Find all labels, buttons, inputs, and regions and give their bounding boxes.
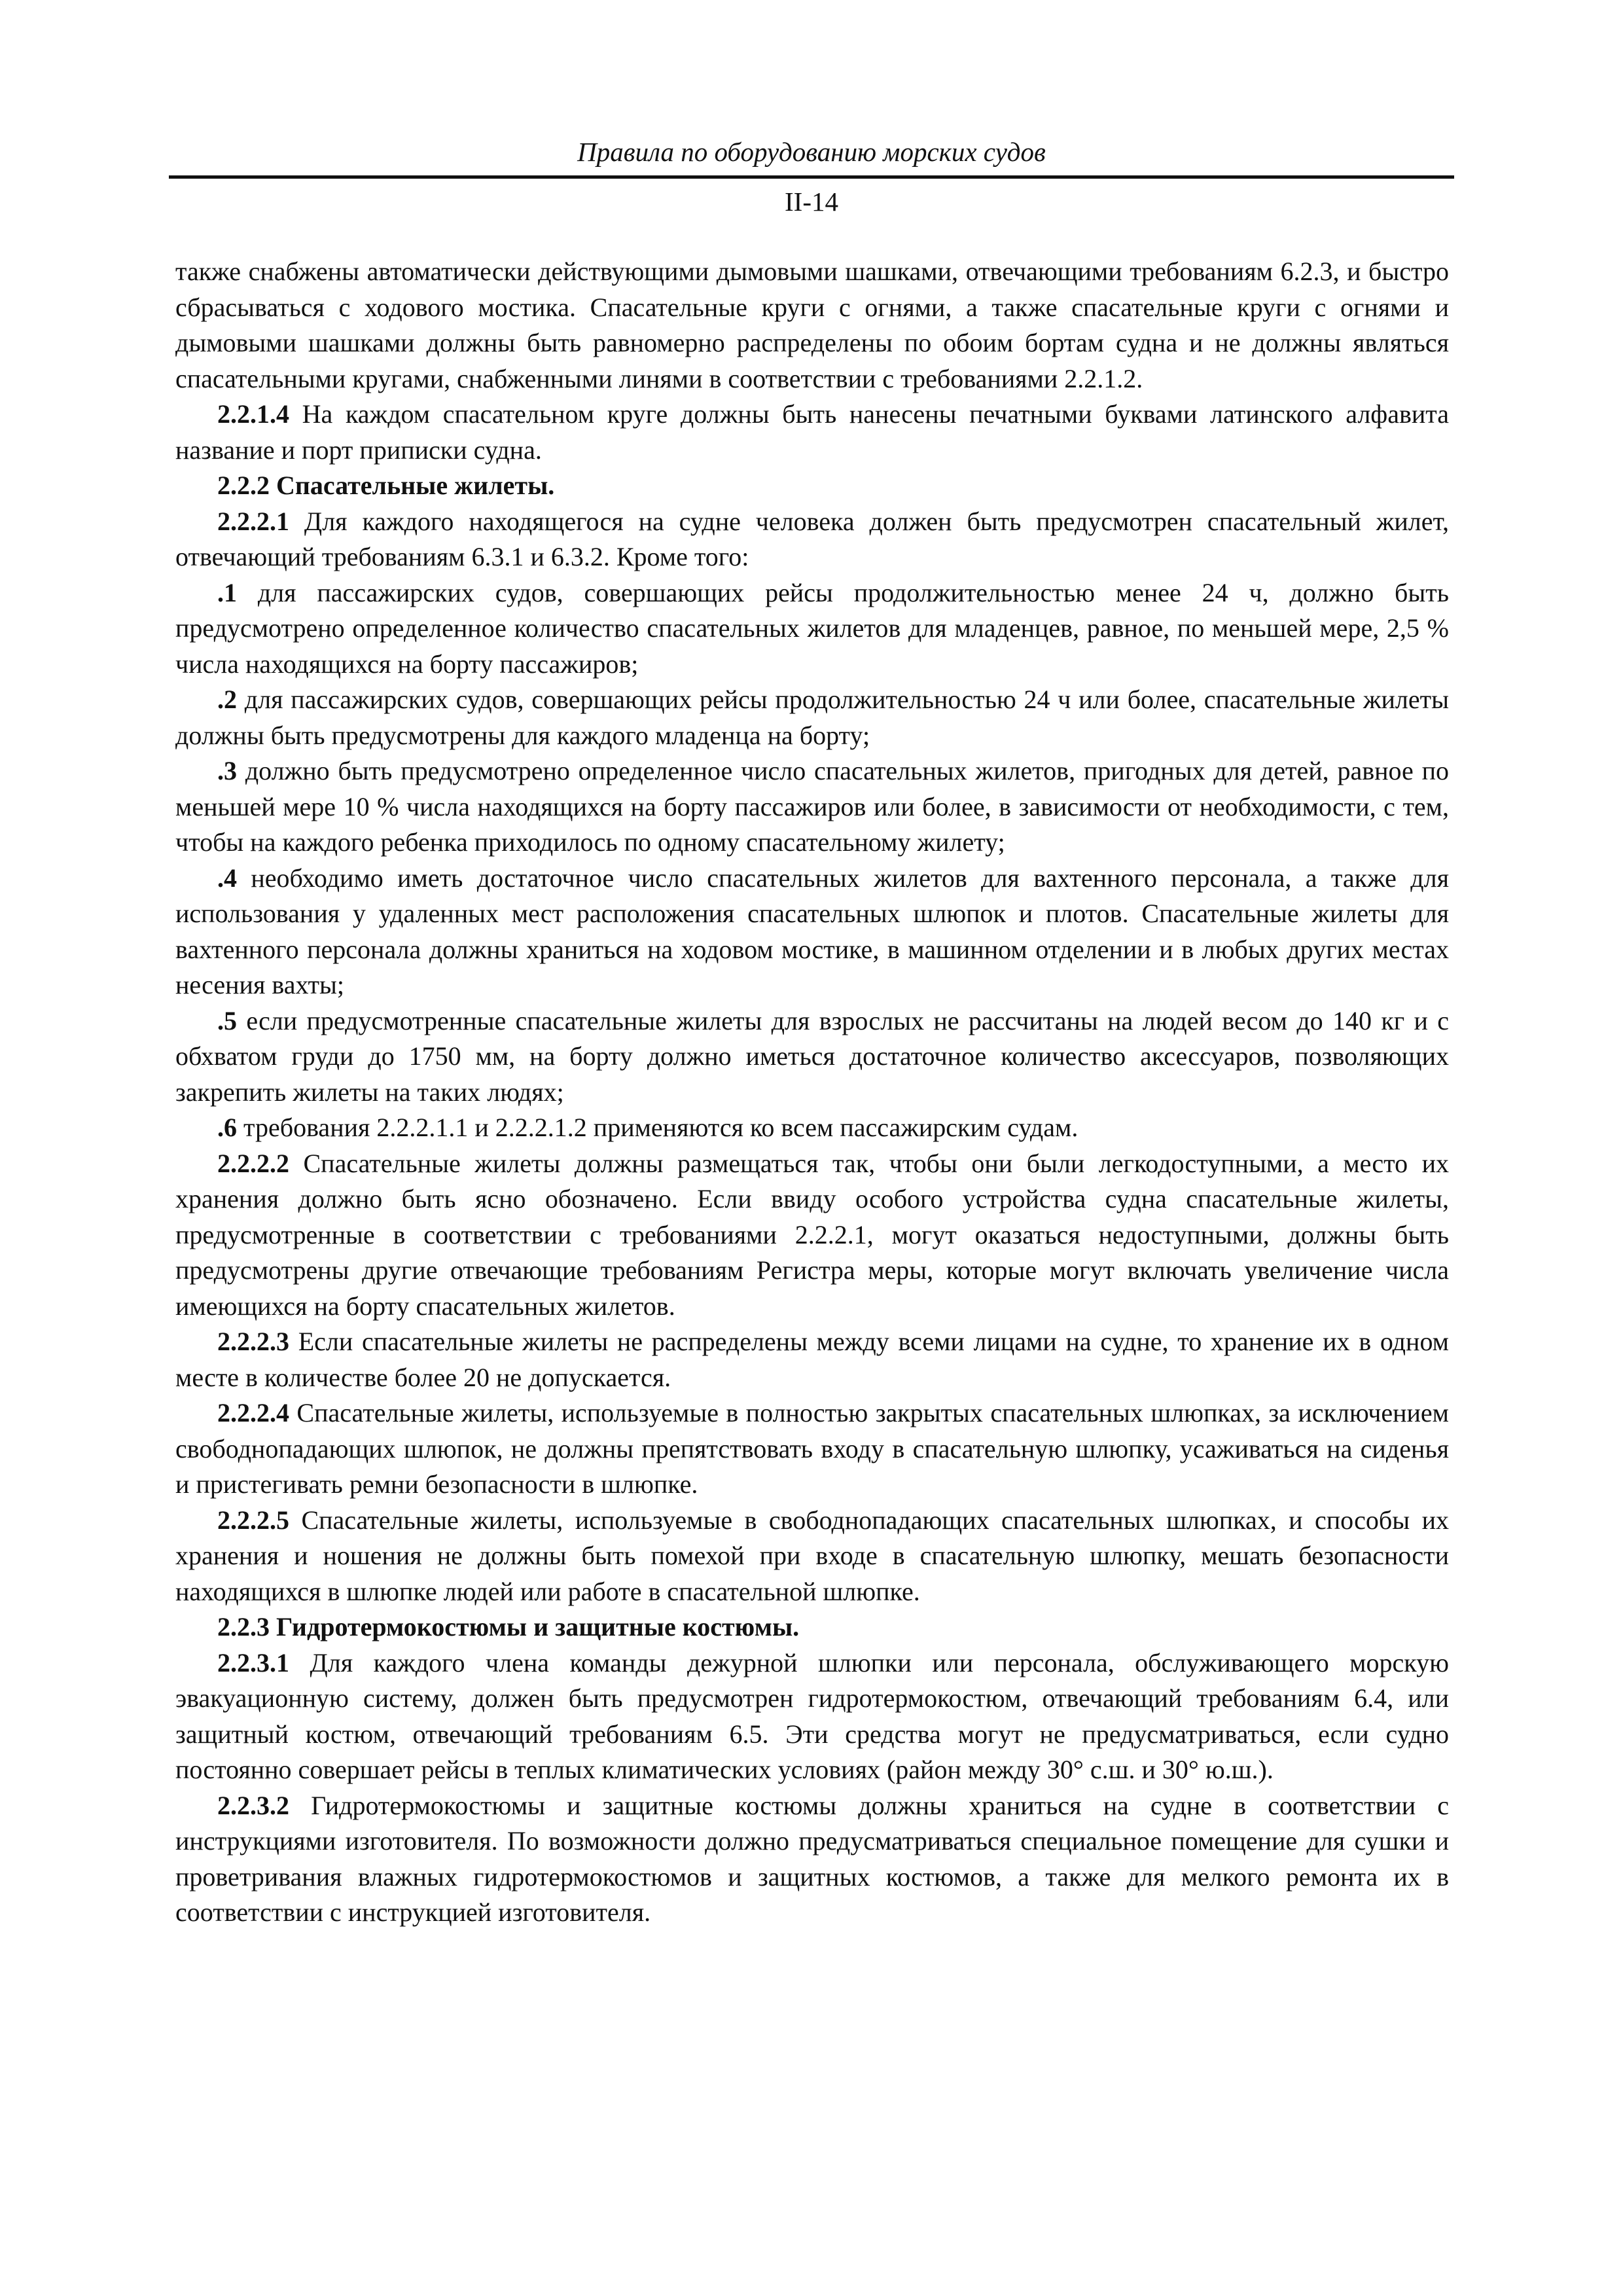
clause-number: 2.2.2.5 xyxy=(217,1505,289,1535)
clause-number: 2.2.2.3 xyxy=(217,1327,289,1356)
list-item xyxy=(175,682,1449,753)
list-item xyxy=(175,861,1449,1003)
section-heading xyxy=(175,1609,1449,1645)
paragraph-text: Для каждого члена команды дежурной шлюпки или персонала, обслуживающего морскую эвакуационную систему, должен быть предусмотрен гидротермокостюм, отвечающий требованиям 6.4, или защитный костюм, отвечающий требованиям 6.5. Эти средства могут не предусматриваться, если судно постоянно совершает рейсы в теплых климатических условиях (район между 30° с.ш. и 30° ю.ш.). xyxy=(175,1647,1449,1784)
paragraph xyxy=(175,1503,1449,1610)
list-item xyxy=(175,1003,1449,1111)
paragraph xyxy=(175,504,1449,575)
list-item-text: для пассажирских судов, совершающих рейсы продолжительностью 24 ч или более, спасательные жилеты должны быть предусмотрены для каждого младенца на борту; xyxy=(175,685,1449,750)
paragraph xyxy=(175,1146,1449,1325)
paragraph-text: На каждом спасательном круге должны быть нанесены печатными буквами латинского алфавита название и порт приписки судна. xyxy=(175,399,1449,465)
list-item-number: .2 xyxy=(217,685,237,714)
paragraph-text: Спасательные жилеты, используемые в полностью закрытых спасательных шлюпках, за исключением свободнопадающих шлюпок, не должны препятствовать входу в спасательную шлюпку, усаживаться на сиденья и пристегивать ремни безопасности в шлюпке. xyxy=(175,1398,1449,1499)
paragraph-text: Для каждого находящегося на судне человека должен быть предусмотрен спасательный жилет, отвечающий требованиям 6.3.1 и 6.3.2. Кроме того: xyxy=(175,506,1449,571)
list-item-number: .1 xyxy=(217,577,237,607)
section-heading-text: 2.2.2 Спасательные жилеты. xyxy=(217,471,555,500)
clause-number: 2.2.2.1 xyxy=(217,506,289,536)
list-item-text: требования 2.2.2.1.1 и 2.2.2.1.2 применяются ко всем пассажирским судам. xyxy=(237,1113,1079,1142)
body-text xyxy=(175,254,1449,1931)
paragraph-text: Спасательные жилеты, используемые в свободнопадающих спасательных шлюпках, и способы их хранения и ношения не должны быть помехой при входе в спасательную шлюпку, мешать безопасности находящихся в шлюпке людей или работе в спасательной шлюпке. xyxy=(175,1505,1449,1606)
list-item-text: для пассажирских судов, совершающих рейсы продолжительностью менее 24 ч, должно быть предусмотрено определенное количество спасательных жилетов для младенцев, равное, по меньшей мере, 2,5 % числа находящихся на борту пассажиров; xyxy=(175,577,1449,679)
clause-number: 2.2.3.2 xyxy=(217,1790,289,1820)
list-item-number: .3 xyxy=(217,756,237,785)
paragraph-text: также снабжены автоматически действующими дымовыми шашками, отвечающими требованиям 6.2.3, и быстро сбрасываться с ходового мостика. Спасательные круги с огнями, а также спасательные круги с огнями и дымовыми шашками должны быть равномерно распределены по обоим бортам судна и не должны являться спасательными кругами, снабженными линями в соответствии с требованиями 2.2.1.2. xyxy=(175,257,1449,393)
paragraph xyxy=(175,1395,1449,1503)
paragraph-text: Спасательные жилеты должны размещаться так, чтобы они были легкодоступными, а место их хранения должно быть ясно обозначено. Если ввиду особого устройства судна спасательные жилеты, предусмотренные в соответствии с требованиями 2.2.2.1, могут оказаться недоступными, должны быть предусмотрены другие отвечающие требованиям Регистра меры, которые могут включать увеличение числа имеющихся на борту спасательных жилетов. xyxy=(175,1148,1449,1321)
clause-number: 2.2.2.4 xyxy=(217,1398,289,1427)
paragraph xyxy=(175,1788,1449,1931)
clause-number: 2.2.1.4 xyxy=(217,399,289,429)
paragraph-text: Если спасательные жилеты не распределены между всеми лицами на судне, то хранение их в одном месте в количестве более 20 не допускается. xyxy=(175,1327,1449,1392)
list-item xyxy=(175,1110,1449,1146)
page-number: II-14 xyxy=(785,187,838,217)
header-divider xyxy=(169,175,1454,179)
paragraph xyxy=(175,1324,1449,1395)
list-item xyxy=(175,575,1449,683)
list-item-text: должно быть предусмотрено определенное число спасательных жилетов, пригодных для детей, равное по меньшей мере 10 % числа находящихся на борту пассажиров или более, в зависимости от необходимости, с тем, чтобы на каждого ребенка приходилось по одному спасательному жилету; xyxy=(175,756,1449,857)
list-item-number: .5 xyxy=(217,1005,237,1035)
list-item xyxy=(175,753,1449,861)
section-heading xyxy=(175,468,1449,504)
list-item-number: .4 xyxy=(217,863,237,893)
list-item-text: необходимо иметь достаточное число спасательных жилетов для вахтенного персонала, а также для использования у удаленных мест расположения спасательных шлюпок и плотов. Спасательные жилеты для вахтенного персонала должны храниться на ходовом мостике, в машинном отделении и в любых других местах несения вахты; xyxy=(175,863,1449,999)
section-heading-text: 2.2.3 Гидротермокостюмы и защитные костюмы. xyxy=(217,1612,800,1641)
paragraph xyxy=(175,397,1449,468)
paragraph xyxy=(175,254,1449,397)
running-header-title: Правила по оборудованию морских судов xyxy=(577,137,1046,167)
paragraph xyxy=(175,1645,1449,1788)
clause-number: 2.2.3.1 xyxy=(217,1647,289,1677)
clause-number: 2.2.2.2 xyxy=(217,1148,289,1178)
paragraph-text: Гидротермокостюмы и защитные костюмы должны храниться на судне в соответствии с инструкциями изготовителя. По возможности должно предусматриваться специальное помещение для сушки и проветривания влажных гидротермокостюмов и защитных костюмов, а также для мелкого ремонта их в соответствии с инструкцией изготовителя. xyxy=(175,1790,1449,1927)
list-item-text: если предусмотренные спасательные жилеты для взрослых не рассчитаны на людей весом до 140 кг и с обхватом груди до 1750 мм, на борту должно иметься достаточное количество аксессуаров, позволяющих закрепить жилеты на таких людях; xyxy=(175,1005,1449,1107)
list-item-number: .6 xyxy=(217,1113,237,1142)
